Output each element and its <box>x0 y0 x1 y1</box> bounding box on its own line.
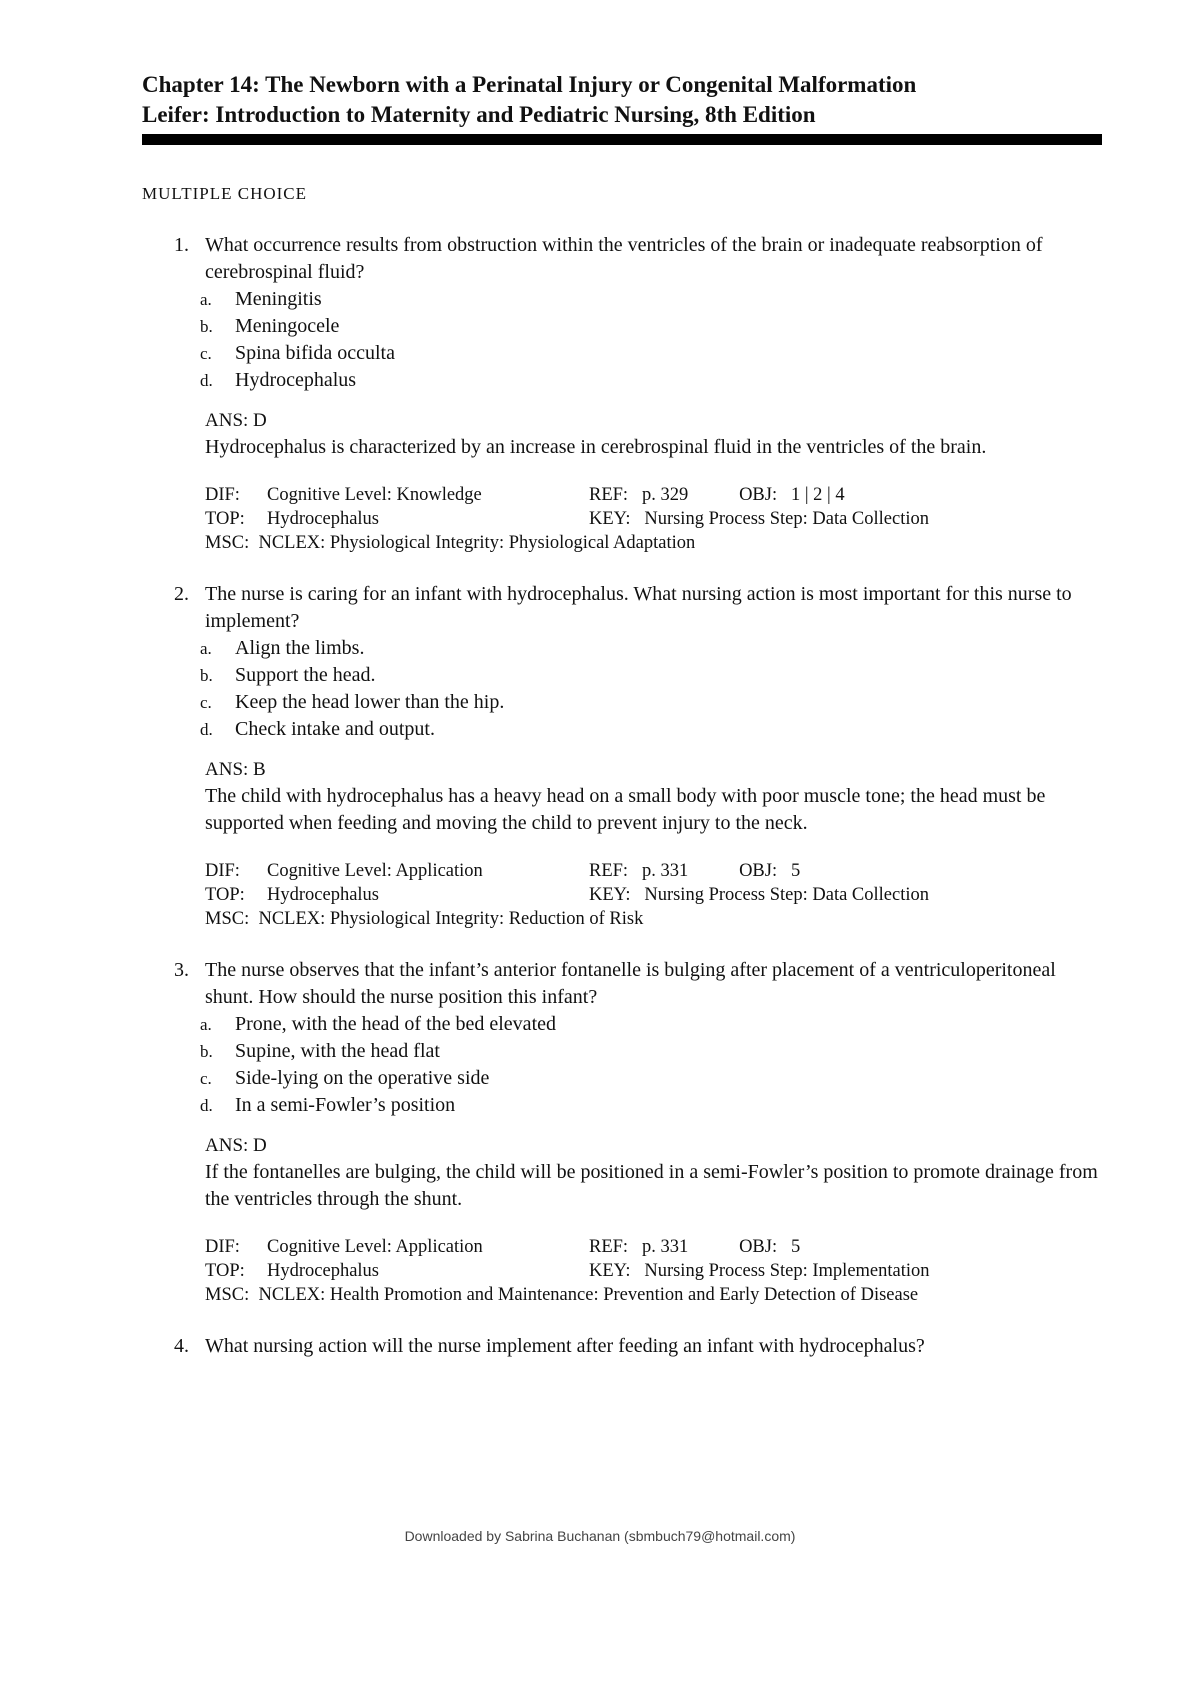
question-stem: What occurrence results from obstruction within the ventricles of the brain or inadequate reabsorption of cerebrospinal fluid? <box>205 234 1043 283</box>
question-4 <box>142 1333 1102 1360</box>
top-value: Hydrocephalus <box>267 885 379 905</box>
ref-obj: REF: p. 329 OBJ: 1 | 2 | 4 <box>589 485 845 505</box>
question-metadata <box>205 483 1102 555</box>
option-text: Side-lying on the operative side <box>235 1067 490 1089</box>
option-d <box>200 1092 1102 1119</box>
answer-key: ANS: D <box>205 410 267 431</box>
question-metadata <box>205 1235 1102 1307</box>
key-value: KEY: Nursing Process Step: Data Collection <box>589 885 929 905</box>
option-text: Meningocele <box>235 315 340 337</box>
header-rule <box>142 134 1102 145</box>
option-text: Keep the head lower than the hip. <box>235 691 505 713</box>
rationale: If the fontanelles are bulging, the child will be positioned in a semi-Fowler’s position to promote drainage from the ventricles through the shunt. <box>205 1161 1098 1210</box>
option-text: Support the head. <box>235 664 376 686</box>
option-list <box>200 635 1102 743</box>
book-title: Leifer: Introduction to Maternity and Pediatric Nursing, 8th Edition <box>142 102 816 127</box>
ref-obj: REF: p. 331 OBJ: 5 <box>589 861 801 881</box>
question-number: 3. <box>174 959 189 981</box>
answer-key: ANS: B <box>205 759 266 780</box>
download-footer: Downloaded by Sabrina Buchanan (sbmbuch79@hotmail.com) <box>404 1528 796 1544</box>
option-list <box>200 286 1102 394</box>
top-value: Hydrocephalus <box>267 509 379 529</box>
option-letter: b. <box>200 666 213 685</box>
option-list <box>200 1011 1102 1119</box>
dif-label: DIF: <box>205 485 240 505</box>
msc-value: MSC: NCLEX: Health Promotion and Maintenance: Prevention and Early Detection of Disease <box>205 1285 919 1305</box>
option-text: Meningitis <box>235 288 322 310</box>
option-text: Supine, with the head flat <box>235 1040 440 1062</box>
option-letter: c. <box>200 1069 212 1088</box>
option-letter: c. <box>200 344 212 363</box>
dif-value: Cognitive Level: Application <box>267 861 483 881</box>
question-stem: The nurse observes that the infant’s anterior fontanelle is bulging after placement of a ventriculoperitoneal shunt. How should the nurse position this infant? <box>205 959 1056 1008</box>
question-list <box>142 232 1102 1386</box>
option-a <box>200 286 1102 313</box>
question-number: 4. <box>174 1335 189 1357</box>
dif-label: DIF: <box>205 861 240 881</box>
dif-label: DIF: <box>205 1237 240 1257</box>
option-c <box>200 689 1102 716</box>
option-c <box>200 340 1102 367</box>
option-text: Check intake and output. <box>235 718 435 740</box>
option-text: Prone, with the head of the bed elevated <box>235 1013 556 1035</box>
option-text: Spina bifida occulta <box>235 342 395 364</box>
option-a <box>200 1011 1102 1038</box>
top-value: Hydrocephalus <box>267 1261 379 1281</box>
question-3 <box>142 957 1102 1307</box>
question-1 <box>142 232 1102 555</box>
question-number: 1. <box>174 234 189 256</box>
top-label: TOP: <box>205 1261 245 1281</box>
msc-value: MSC: NCLEX: Physiological Integrity: Reduction of Risk <box>205 909 644 929</box>
option-letter: a. <box>200 290 212 309</box>
ref-obj: REF: p. 331 OBJ: 5 <box>589 1237 801 1257</box>
top-label: TOP: <box>205 885 245 905</box>
option-d <box>200 716 1102 743</box>
option-b <box>200 662 1102 689</box>
top-label: TOP: <box>205 509 245 529</box>
question-stem: What nursing action will the nurse implement after feeding an infant with hydrocephalus? <box>205 1335 925 1357</box>
option-d <box>200 367 1102 394</box>
msc-value: MSC: NCLEX: Physiological Integrity: Physiological Adaptation <box>205 533 696 553</box>
key-value: KEY: Nursing Process Step: Data Collection <box>589 509 929 529</box>
dif-value: Cognitive Level: Application <box>267 1237 483 1257</box>
question-stem: The nurse is caring for an infant with hydrocephalus. What nursing action is most important for this nurse to implement? <box>205 583 1072 632</box>
dif-value: Cognitive Level: Knowledge <box>267 485 482 505</box>
option-letter: a. <box>200 639 212 658</box>
chapter-title: Chapter 14: The Newborn with a Perinatal Injury or Congenital Malformation <box>142 72 917 97</box>
option-letter: d. <box>200 1096 213 1115</box>
question-number: 2. <box>174 583 189 605</box>
option-text: Hydrocephalus <box>235 369 357 391</box>
option-b <box>200 313 1102 340</box>
option-letter: d. <box>200 720 213 739</box>
document-header <box>142 70 1102 145</box>
rationale: The child with hydrocephalus has a heavy head on a small body with poor muscle tone; the head must be supported when feeding and moving the child to prevent injury to the neck. <box>205 785 1046 834</box>
rationale: Hydrocephalus is characterized by an increase in cerebrospinal fluid in the ventricles of the brain. <box>205 436 987 458</box>
option-text: Align the limbs. <box>235 637 365 659</box>
option-letter: d. <box>200 371 213 390</box>
question-metadata <box>205 859 1102 931</box>
answer-key: ANS: D <box>205 1135 267 1156</box>
option-letter: c. <box>200 693 212 712</box>
option-a <box>200 635 1102 662</box>
option-c <box>200 1065 1102 1092</box>
option-letter: b. <box>200 317 213 336</box>
section-title: MULTIPLE CHOICE <box>142 184 308 203</box>
option-letter: a. <box>200 1015 212 1034</box>
key-value: KEY: Nursing Process Step: Implementation <box>589 1261 930 1281</box>
question-2 <box>142 581 1102 931</box>
option-text: In a semi-Fowler’s position <box>235 1094 456 1116</box>
option-letter: b. <box>200 1042 213 1061</box>
option-b <box>200 1038 1102 1065</box>
